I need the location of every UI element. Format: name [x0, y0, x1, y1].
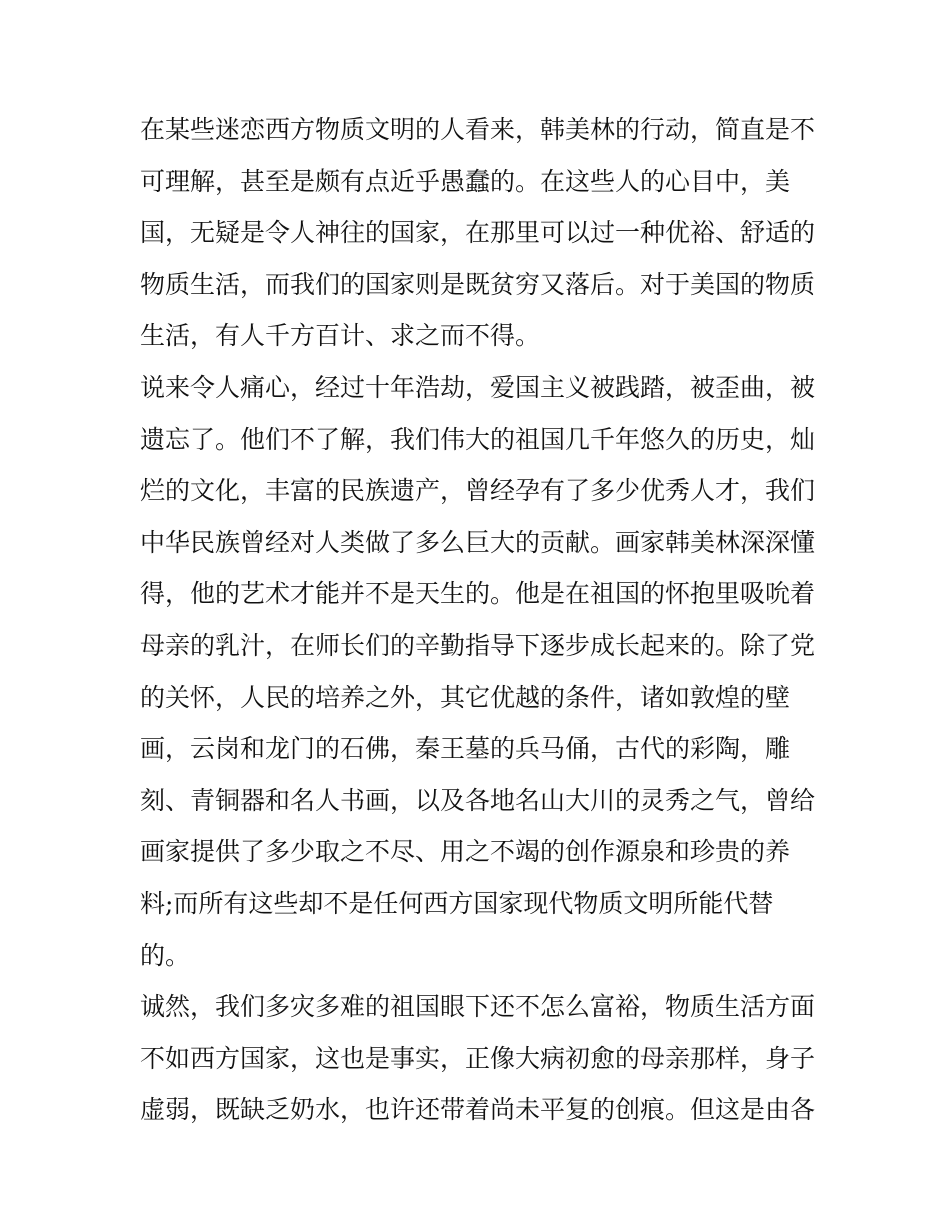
- text-line: 得，他的艺术才能并不是天生的。他是在祖国的怀抱里吸吮着: [140, 579, 816, 609]
- text-line: 烂的文化，丰富的民族遗产，曾经孕有了多少优秀人才，我们: [140, 476, 816, 506]
- text-line: 不如西方国家，这也是事实，正像大病初愈的母亲那样，身子: [140, 1043, 816, 1073]
- text-line: 在某些迷恋西方物质文明的人看来，韩美林的行动，简直是不: [140, 115, 816, 144]
- body-text: [140, 104, 820, 1136]
- text-line: 遗忘了。他们不了解，我们伟大的祖国几千年悠久的历史，灿: [140, 424, 816, 454]
- text-line: 画，云岗和龙门的石佛，秦王墓的兵马俑，古代的彩陶，雕: [140, 734, 791, 764]
- text-line: 画家提供了多少取之不尽、用之不竭的创作源泉和珍贵的养: [140, 837, 791, 867]
- text-line: 母亲的乳汁，在师长们的辛勤指导下逐步成长起来的。除了党: [140, 630, 816, 660]
- text-line: 国，无疑是令人神往的国家，在那里可以过一种优裕、舒适的: [140, 218, 816, 248]
- text-line: 物质生活，而我们的国家则是既贫穷又落后。对于美国的物质: [140, 269, 816, 299]
- text-line: 中华民族曾经对人类做了多么巨大的贡献。画家韩美林深深懂: [140, 527, 816, 557]
- text-line: 虚弱，既缺乏奶水，也许还带着尚未平复的创痕。但这是由各: [140, 1095, 816, 1125]
- text-line: 可理解，甚至是颇有点近乎愚蠢的。在这些人的心目中，美: [140, 166, 791, 196]
- text-line: 生活，有人千方百计、求之而不得。: [140, 321, 541, 351]
- text-line: 的关怀，人民的培养之外，其它优越的条件，诸如敦煌的壁: [140, 682, 791, 712]
- text-line: 诚然，我们多灾多难的祖国眼下还不怎么富裕，物质生活方面: [140, 992, 816, 1022]
- text-line: 刻、青铜器和名人书画，以及各地名山大川的灵秀之气，曾给: [140, 785, 816, 815]
- text-line: 料;而所有这些却不是任何西方国家现代物质文明所能代替: [140, 888, 774, 918]
- text-line: 的。: [140, 940, 191, 970]
- text-line: 说来令人痛心，经过十年浩劫，爱国主义被践踏，被歪曲，被: [140, 372, 816, 402]
